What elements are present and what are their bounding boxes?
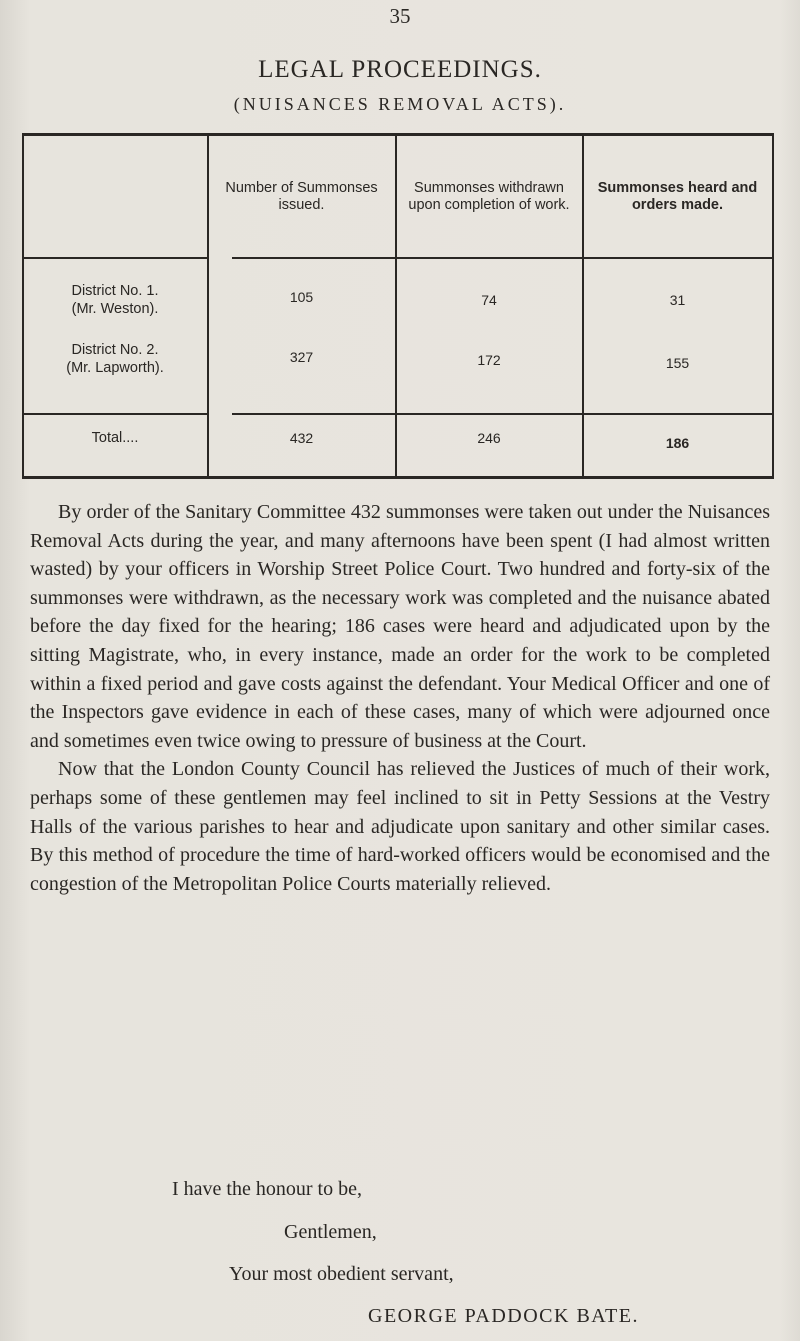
paragraph: By order of the Sanitary Committee 432 summonses were taken out under the Nuisances Removal Acts during the year, and many afternoons have been spent (I had almost written wasted) by your officers in Worship Street Police Court. Two hundred and forty-six of the summonses were withdrawn, as the necessary work was completed and the nuisance abated before the day fixed for the hearing; 186 cases were heard and adjudicated upon by the sitting Magistrate, who, in every instance, made an order for the work to be completed within a fixed period and gave costs against the defendant. Your Medical Officer and one of the Inspectors gave evidence in each of these cases, many of which were adjourned once and sometimes even twice owing to pressure of business at the Court.: [30, 501, 770, 752]
cell-withdrawn: 172: [477, 352, 501, 368]
officer-name: (Mr. Weston).: [71, 301, 159, 317]
officer-name: (Mr. Lapworth).: [66, 360, 164, 376]
header-rule: [232, 257, 772, 259]
cell-issued: 327: [289, 349, 314, 365]
header-rule: [22, 257, 208, 259]
total-rule: [22, 413, 208, 415]
page-title: LEGAL PROCEEDINGS.: [258, 56, 542, 83]
header-withdrawn: Summonses withdrawn upon completion of work.: [408, 179, 570, 213]
page-number: 35: [389, 4, 411, 28]
table-row-label: [22, 278, 208, 322]
district-name: District No. 1.: [71, 283, 159, 299]
summonses-table: [22, 133, 774, 479]
total-rule: [232, 413, 772, 415]
table-row-label: [22, 337, 208, 381]
header-issued: Number of Summonses issued.: [225, 179, 378, 213]
cell-issued: 105: [289, 289, 314, 305]
header-heard: Summonses heard and orders made.: [597, 179, 758, 213]
signature: GEORGE PADDOCK BATE.: [368, 1305, 639, 1327]
report-body: [30, 498, 770, 898]
paragraph: Now that the London County Council has relieved the Justices of much of their work, perhaps some of these gentlemen may feel inclined to sit in Petty Sessions at the Vestry Halls of the various parishes to hear and adjudicate upon sanitary and other similar cases. By this method of procedure the time of hard-worked officers would be economised and the congestion of the Metropolitan Police Courts materially relieved.: [30, 758, 770, 895]
salutation: Gentlemen,: [284, 1221, 377, 1243]
total-heard: 186: [665, 435, 690, 451]
total-label: Total....: [91, 430, 139, 446]
table-bottom-rule: [22, 476, 774, 479]
page-subtitle: (NUISANCES REMOVAL ACTS).: [233, 94, 567, 114]
total-issued: 432: [289, 430, 314, 446]
cell-withdrawn: 74: [481, 292, 497, 308]
total-withdrawn: 246: [477, 430, 501, 446]
cell-heard: 155: [665, 355, 690, 371]
cell-heard: 31: [669, 292, 686, 308]
closing-line: I have the honour to be,: [172, 1178, 362, 1200]
table-right-border: [772, 136, 774, 476]
district-name: District No. 2.: [71, 342, 159, 358]
closing-line: Your most obedient servant,: [229, 1263, 454, 1285]
